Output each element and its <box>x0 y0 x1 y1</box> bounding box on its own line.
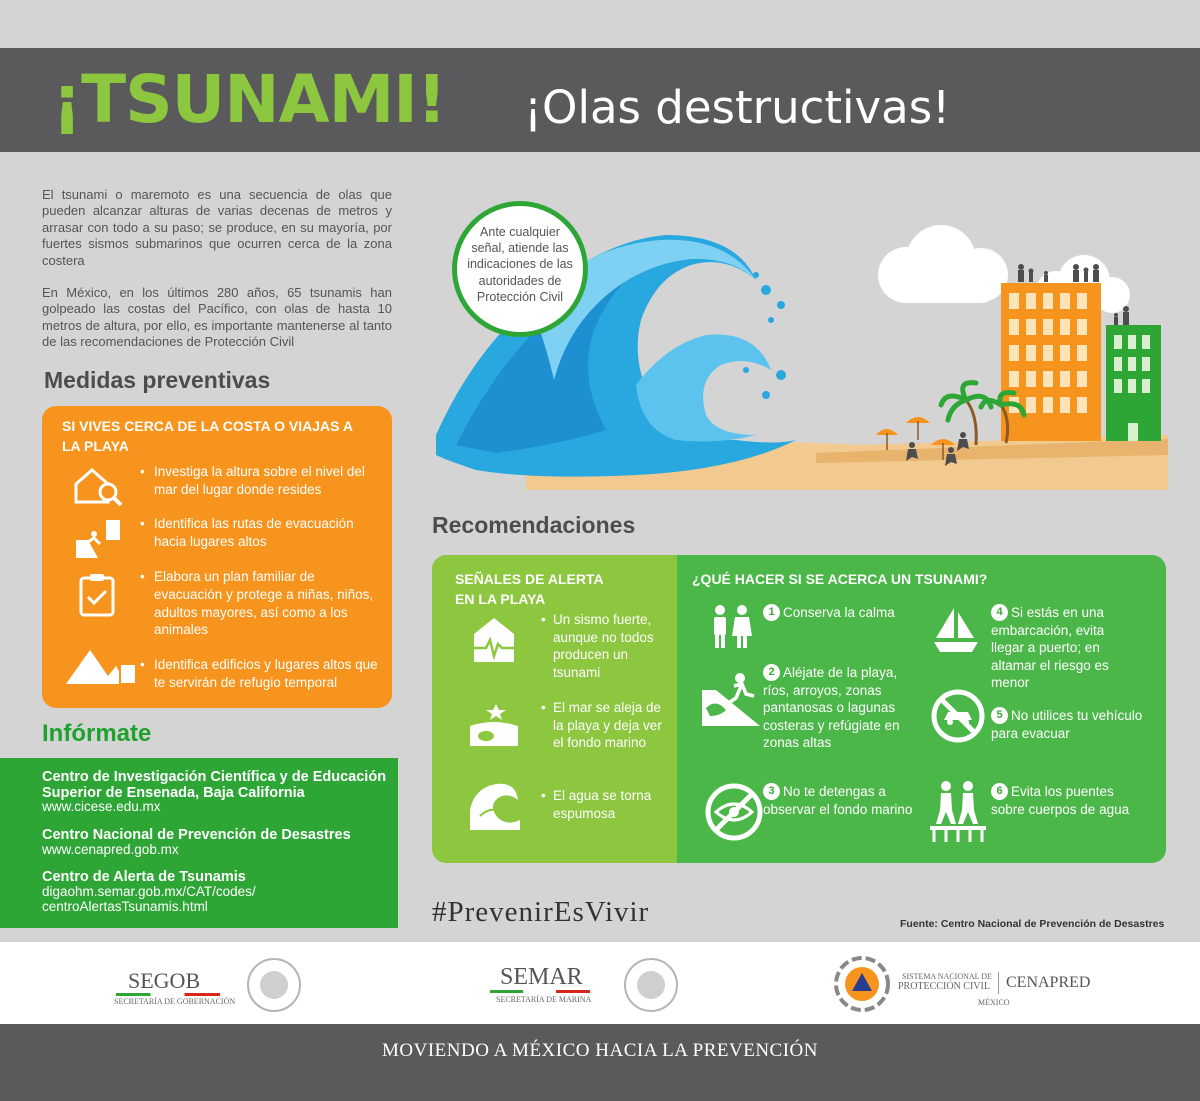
info-entry-2-url[interactable]: www.cenapred.gob.mx <box>42 842 179 857</box>
step-3 <box>763 783 913 818</box>
sailboat-icon <box>930 604 982 656</box>
step-1-number: 1 <box>763 604 780 621</box>
mexico-seal-icon <box>243 956 305 1014</box>
info-entry-1-name: Centro de Investigación Científica y de Educación Superior de Ensenada, Baja California <box>42 769 387 801</box>
informate-title: Infórmate <box>42 720 152 747</box>
cenapred-system-line1: SISTEMA NACIONAL DE <box>902 972 992 981</box>
checklist-icon <box>78 573 116 617</box>
step-6-number: 6 <box>991 783 1008 800</box>
cenapred-system-line2: PROTECCIÓN CIVIL <box>898 981 990 992</box>
semar-flag-stripe <box>490 990 590 993</box>
cenapred-country: MÉXICO <box>978 998 1010 1007</box>
step-5-text: No utilices tu vehículo para evacuar <box>991 708 1143 741</box>
info-entry-3-url[interactable]: digaohm.semar.gob.mx/CAT/codes/ centroAlertasTsunamis.html <box>42 884 256 914</box>
step-5 <box>991 707 1151 742</box>
mexico-seal-icon <box>620 956 682 1014</box>
alert-item-1: • Un sismo fuerte, aunque no todos producen un tsunami <box>553 611 668 681</box>
alert-item-3: • El agua se torna espumosa <box>553 787 668 822</box>
alert-item-2: • El mar se aleja de la playa y deja ver el fondo marino <box>553 699 668 752</box>
climb-icon <box>700 670 762 728</box>
segob-flag-stripe <box>116 993 220 996</box>
recommendations-title: Recomendaciones <box>432 512 636 538</box>
house-search-icon <box>72 462 124 506</box>
mountain-building-icon <box>64 644 140 686</box>
info-entry-1-url[interactable]: www.cicese.edu.mx <box>42 799 161 814</box>
step-1 <box>763 604 923 622</box>
segob-logo-subtitle: SECRETARÍA DE GOBERNACIÓN <box>114 997 236 1006</box>
step-3-text: No te detengas a observar el fondo marino <box>763 784 913 817</box>
step-2-text: Aléjate de la playa, ríos, arroyos, zonas pantanosas o lagunas costeras y refúgiate en zonas altas <box>763 665 900 751</box>
what-to-do-title: ¿QUÉ HACER SI SE ACERCA UN TSUNAMI? <box>692 571 988 587</box>
step-2-number: 2 <box>763 664 780 681</box>
cenapred-logo-text: CENAPRED <box>1006 974 1091 991</box>
subtitle: ¡Olas destructivas! <box>524 81 951 134</box>
step-4-text: Si estás en una embarcación, evita llegar a puerto; en altamar el riesgo es menor <box>991 605 1109 691</box>
step-2 <box>763 664 913 752</box>
step-1-text: Conserva la calma <box>783 605 895 620</box>
info-entry-2-name: Centro Nacional de Prevención de Desastres <box>42 827 351 843</box>
proteccion-civil-icon <box>834 956 890 1012</box>
step-6-text: Evita los puentes sobre cuerpos de agua <box>991 784 1130 817</box>
evacuation-route-icon <box>74 518 122 560</box>
info-entry-3-name: Centro de Alerta de Tsunamis <box>42 869 246 885</box>
step-3-number: 3 <box>763 783 780 800</box>
step-6 <box>991 783 1141 818</box>
cenapred-divider <box>998 972 999 994</box>
preventive-item-2: • Identifica las rutas de evacuación hacia lugares altos <box>154 515 379 551</box>
preventive-item-4: • Identifica edificios y lugares altos que te servirán de refugio temporal <box>154 656 379 692</box>
seabed-icon <box>468 700 520 748</box>
footer-slogan: MOVIENDO A MÉXICO HACIA LA PREVENCIÓN <box>382 1040 818 1061</box>
segob-logo-text: SEGOB <box>128 968 201 993</box>
people-icon <box>708 604 754 650</box>
no-car-icon <box>930 688 986 744</box>
semar-logo-text: SEMAR <box>500 964 583 990</box>
bridge-icon <box>926 780 990 846</box>
main-title: ¡TSUNAMI! <box>52 61 446 138</box>
intro-paragraph-2: En México, en los últimos 280 años, 65 tsunamis han golpeado las costas del Pacífico, con olas de hasta 10 metros de altura, por ello, es importante mantenerse al tanto de las recomendaciones de Protección Civil <box>42 285 392 350</box>
alerts-title: SEÑALES DE ALERTA EN LA PLAYA <box>455 571 604 607</box>
intro-paragraph-1: El tsunami o maremoto es una secuencia de olas que pueden alcanzar alturas de varias decenas de metros y arrasar con todo a su paso; se produce, en su mayoría, por fuertes sismos submarinos que ocurren cerca de la zona costera <box>42 187 392 268</box>
step-4-number: 4 <box>991 604 1008 621</box>
hashtag: #PrevenirEsVivir <box>432 896 650 928</box>
source-note: Fuente: Centro Nacional de Prevención de Desastres <box>900 918 1165 930</box>
semar-logo-subtitle: SECRETARÍA DE MARINA <box>496 995 592 1004</box>
preventive-item-3: • Elabora un plan familiar de evacuación y protege a niñas, niños, adultos mayores, así como a los animales <box>154 568 379 639</box>
advice-bubble-text: Ante cualquier señal, atiende las indicaciones de las autoridades de Protección Civil <box>467 225 573 304</box>
footer-bar <box>0 1024 1200 1101</box>
earthquake-house-icon <box>468 612 520 664</box>
preventive-title: Medidas preventivas <box>44 367 271 393</box>
preventive-box-title: SI VIVES CERCA DE LA COSTA O VIAJAS A LA PLAYA <box>62 418 353 454</box>
step-5-number: 5 <box>991 707 1008 724</box>
foam-wave-icon <box>468 780 522 832</box>
preventive-item-1: • Investiga la altura sobre el nivel del mar del lugar donde resides <box>154 463 379 499</box>
step-4 <box>991 604 1141 692</box>
no-watching-icon <box>704 782 764 842</box>
